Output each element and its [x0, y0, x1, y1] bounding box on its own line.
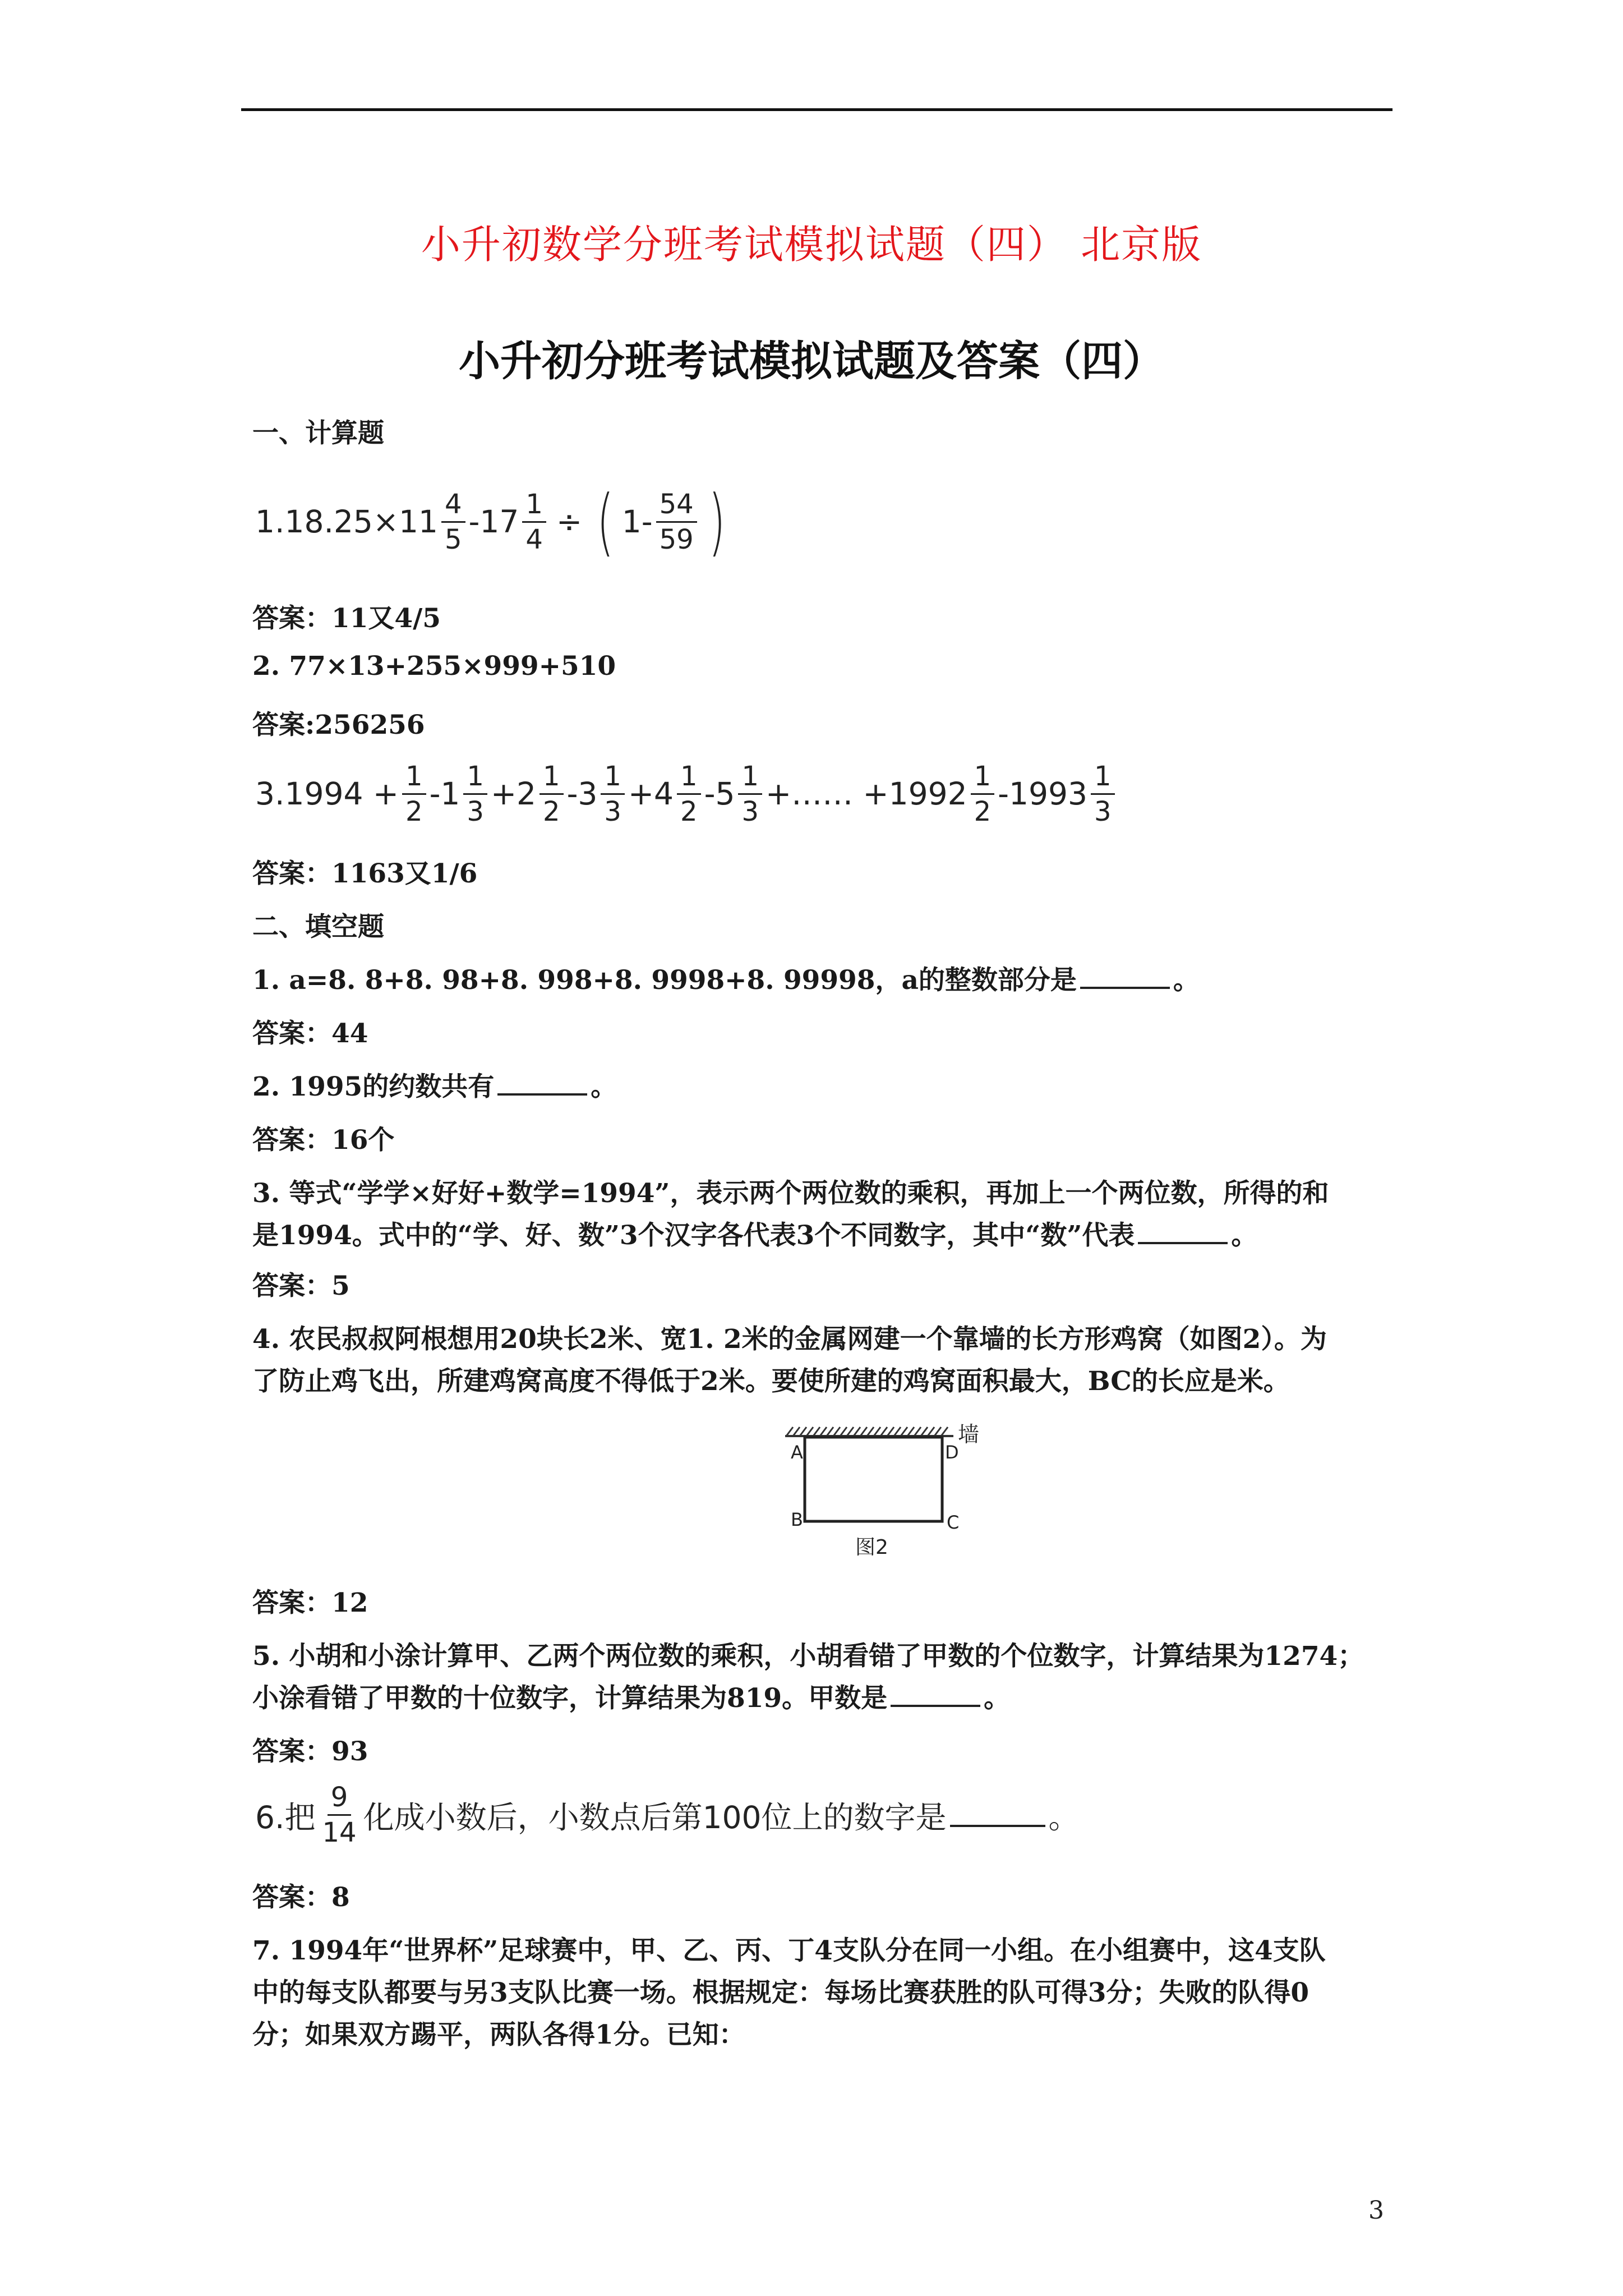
question-1-3-expression [255, 757, 1118, 830]
wall-hatching [785, 1427, 953, 1436]
expr-part: +2 [490, 776, 537, 812]
question-text: 1. a=8. 8+8. 98+8. 998+8. 9998+8. 99998，a的整数部分是 [252, 965, 1077, 996]
question-2-3-line-2 [252, 1214, 1257, 1252]
question-2-1 [252, 959, 1200, 997]
answer-2-6: 答案：8 [252, 1882, 350, 1913]
fraction: $\frac{1}{2}$ [971, 763, 995, 825]
answer-2-4: 答案：12 [252, 1588, 368, 1618]
expr-part: -17 [468, 504, 519, 540]
expr-part: +4 [628, 776, 674, 812]
answer-blank [1138, 1220, 1228, 1244]
question-end: 。 [1048, 1799, 1080, 1835]
expr-part: 1.18.25×11 [255, 504, 438, 540]
fraction: $\frac{4}{5}$ [441, 491, 465, 553]
answer-2-3: 答案：5 [252, 1271, 350, 1301]
fraction: $\frac{1}{2}$ [402, 763, 426, 825]
answer-1-3: 答案：1163又1/6 [252, 858, 478, 889]
question-2-2 [252, 1066, 617, 1103]
question-2-5-line-2 [252, 1677, 1010, 1715]
answer-1-1: 答案：11又4/5 [252, 603, 441, 634]
expr-part: -1993 [998, 776, 1087, 812]
answer-blank [891, 1682, 980, 1707]
document-header-title: 小升初数学分班考试模拟试题（四） 北京版 [421, 222, 1202, 268]
expr-part: -5 [704, 776, 735, 812]
fraction: $\frac{1}{2}$ [677, 763, 701, 825]
question-2-4-line-2: 了防止鸡飞出，所建鸡窝高度不得低于2米。要使所建的鸡窝面积最大，BC的长应是米。 [252, 1366, 1290, 1397]
expr-part: +…… +1992 [765, 776, 967, 812]
question-2-4-line-1: 4. 农民叔叔阿根想用20块长2米、宽1. 2米的金属网建一个靠墙的长方形鸡窝（如图2）。为 [252, 1324, 1327, 1355]
fraction: $\frac{54}{59}$ [656, 491, 697, 553]
question-text: 小涂看错了甲数的十位数字，计算结果为819。甲数是 [252, 1683, 888, 1714]
left-paren: ( [597, 479, 614, 564]
answer-2-2: 答案：16个 [252, 1125, 395, 1156]
exam-title: 小升初分班考试模拟试题及答案（四） [459, 337, 1164, 385]
answer-blank [497, 1071, 587, 1096]
question-end: 。 [1231, 1220, 1258, 1251]
point-label-b: B [791, 1509, 803, 1530]
question-2-6 [255, 1778, 1080, 1851]
header-rule [241, 108, 1393, 111]
expr-part: -3 [566, 776, 598, 812]
fraction: $\frac{1}{3}$ [738, 763, 762, 825]
point-label-c: C [947, 1512, 960, 1533]
question-end: 。 [1173, 965, 1200, 996]
question-1-2: 2. 77×13+255×999+510 [252, 651, 616, 682]
wall-label: 墙 [958, 1422, 980, 1447]
answer-blank [950, 1802, 1045, 1827]
question-2-5-line-1: 5. 小胡和小涂计算甲、乙两个两位数的乘积，小胡看错了甲数的个位数字，计算结果为1274； [252, 1641, 1364, 1672]
expr-part: 1- [621, 504, 653, 540]
answer-1-2: 答案:256256 [252, 710, 425, 740]
answer-2-1: 答案：44 [252, 1018, 368, 1049]
section-heading-fill-in: 二、填空题 [252, 912, 384, 942]
chicken-coop-figure [774, 1419, 998, 1565]
fraction: $\frac{9}{14}$ [322, 1781, 357, 1848]
expr-part: 3.1994 + [255, 776, 399, 812]
fraction: $\frac{1}{3}$ [601, 763, 625, 825]
point-label-d: D [945, 1442, 959, 1463]
expr-part: -1 [429, 776, 460, 812]
question-2-3-line-1: 3. 等式“学学×好好+数学=1994”，表示两个两位数的乘积，再加上一个两位数，所得的和 [252, 1178, 1329, 1209]
fraction: $\frac{1}{2}$ [540, 763, 564, 825]
question-2-7-line-1: 7. 1994年“世界杯”足球赛中，甲、乙、丙、丁4支队分在同一小组。在小组赛中，这4支队 [252, 1935, 1326, 1966]
question-text: 是1994。式中的“学、好、数”3个汉字各代表3个不同数字，其中“数”代表 [252, 1220, 1135, 1251]
question-text: 6.把 [255, 1799, 316, 1835]
fraction: $\frac{1}{3}$ [463, 763, 487, 825]
question-text: 化成小数后，小数点后第100位上的数字是 [363, 1799, 947, 1835]
expr-operator: ÷ [556, 504, 583, 540]
answer-2-5: 答案：93 [252, 1736, 368, 1767]
coop-rectangle [805, 1437, 942, 1521]
answer-blank [1080, 964, 1170, 989]
question-2-7-line-2: 中的每支队都要与另3支队比赛一场。根据规定：每场比赛获胜的队可得3分；失败的队得0 [252, 1977, 1310, 2008]
fraction: $\frac{1}{4}$ [522, 491, 546, 553]
page-number: 3 [1368, 2196, 1384, 2225]
question-text: 2. 1995的约数共有 [252, 1071, 495, 1102]
right-paren: ) [708, 479, 726, 564]
question-end: 。 [984, 1683, 1011, 1714]
section-heading-calculation: 一、计算题 [252, 418, 384, 449]
fraction: $\frac{1}{3}$ [1091, 763, 1115, 825]
question-2-7-line-3: 分；如果双方踢平，两队各得1分。已知： [252, 2019, 745, 2050]
question-1-1-expression [255, 479, 733, 564]
question-end: 。 [591, 1071, 617, 1102]
figure-caption: 图2 [855, 1536, 888, 1559]
point-label-a: A [791, 1442, 803, 1463]
